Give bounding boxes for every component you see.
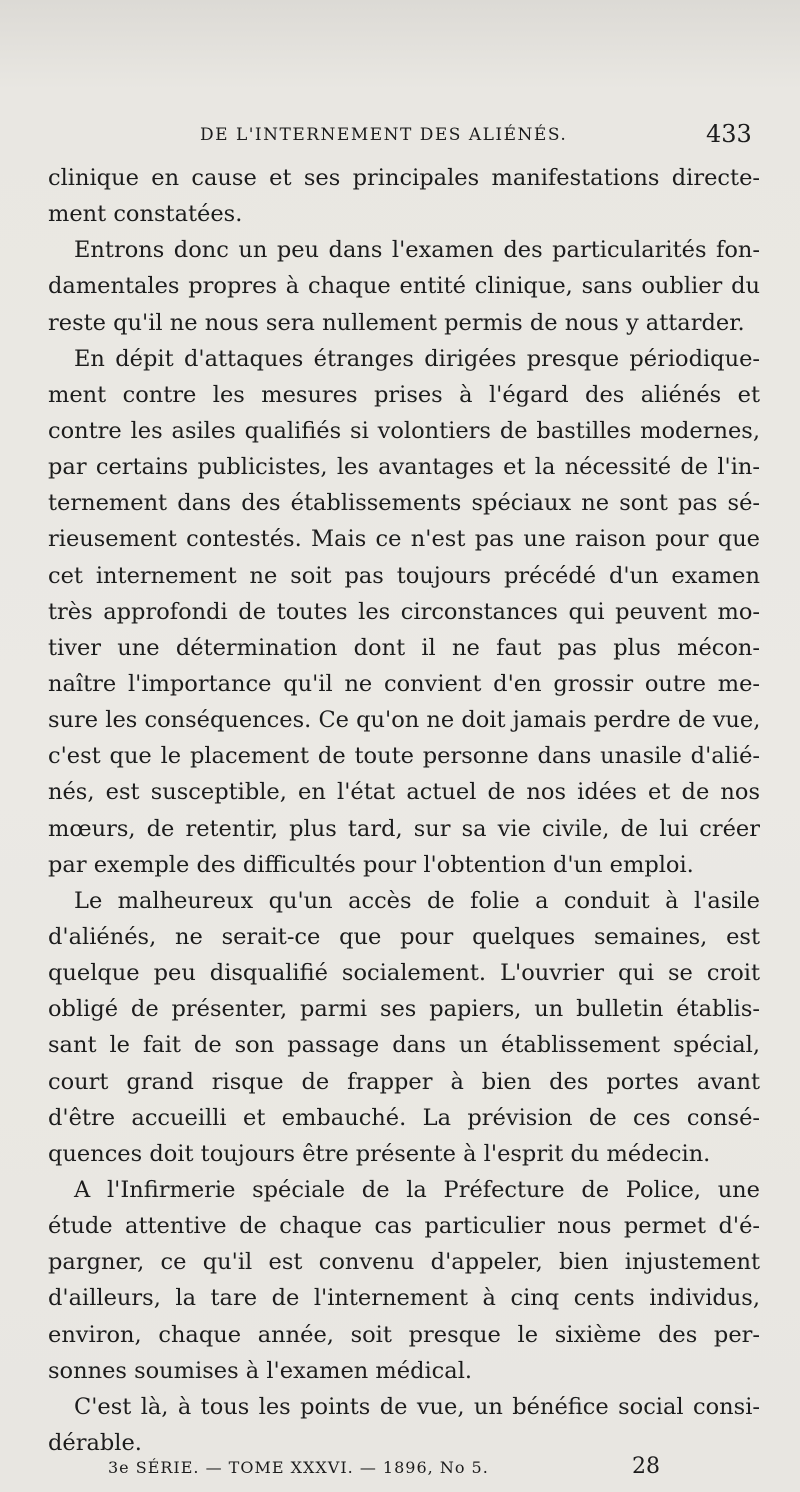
text-line: C'est là, à tous les points de vue, un bénéfice social consi-: [74, 1393, 760, 1420]
text-line: par exemple des difficultés pour l'obtention d'un emploi.: [48, 851, 694, 878]
text-line: environ, chaque année, soit presque le sixième des per-: [48, 1321, 760, 1348]
text-line: contre les asiles qualifiés si volontiers de bastilles modernes,: [48, 417, 760, 444]
body-text: [48, 160, 760, 1461]
series-line: 3e SÉRIE. — TOME XXXVI. — 1896, No 5.: [108, 1458, 489, 1477]
text-line: A l'Infirmerie spéciale de la Préfecture de Police, une: [74, 1176, 760, 1203]
text-line: mœurs, de retentir, plus tard, sur sa vie civile, de lui créer: [48, 815, 760, 842]
text-line: c'est que le placement de toute personne dans unasile d'alié-: [48, 743, 760, 770]
page-footer: [0, 1454, 800, 1490]
text-line: ment constatées.: [48, 201, 243, 228]
text-line: damentales propres à chaque entité clinique, sans oublier du: [48, 273, 760, 300]
text-line: par certains publicistes, les avantages et la nécessité de l'in-: [48, 454, 760, 481]
text-line: reste qu'il ne nous sera nullement permis de nous y attarder.: [48, 309, 745, 336]
text-line: très approfondi de toutes les circonstances qui peuvent mo-: [48, 598, 760, 625]
text-line: tiver une détermination dont il ne faut pas plus mécon-: [48, 634, 760, 661]
text-line: rieusement contestés. Mais ce n'est pas une raison pour que: [48, 526, 760, 553]
text-line: quelque peu disqualifié socialement. L'ouvrier qui se croit: [48, 960, 760, 987]
text-line: obligé de présenter, parmi ses papiers, un bulletin établis-: [48, 996, 760, 1023]
text-line: clinique en cause et ses principales manifestations directe-: [48, 165, 760, 191]
text-line: nés, est susceptible, en l'état actuel de nos idées et de nos: [48, 779, 760, 806]
text-line: Le malheureux qu'un accès de folie a conduit à l'asile: [74, 887, 760, 914]
text-line: Entrons donc un peu dans l'examen des particularités fon-: [74, 237, 760, 264]
text-line: quences doit toujours être présente à l'esprit du médecin.: [48, 1140, 711, 1167]
text-line: ternement dans des établissements spéciaux ne sont pas sé-: [48, 490, 760, 517]
page-number: 433: [706, 120, 752, 148]
running-title: DE L'INTERNEMENT DES ALIÉNÉS.: [200, 125, 568, 145]
text-line: ment contre les mesures prises à l'égard des aliénés et: [48, 381, 760, 408]
text-line: d'aliénés, ne serait-ce que pour quelques semaines, est: [48, 923, 760, 950]
text-line: d'ailleurs, la tare de l'internement à cinq cents individus,: [48, 1285, 760, 1312]
text-line: d'être accueilli et embauché. La prévision de ces consé-: [48, 1104, 760, 1131]
text-line: sonnes soumises à l'examen médical.: [48, 1357, 473, 1384]
text-line: dérable.: [48, 1429, 142, 1456]
text-line: sure les conséquences. Ce qu'on ne doit jamais perdre de vue,: [48, 707, 760, 734]
text-line: pargner, ce qu'il est convenu d'appeler, bien injustement: [48, 1249, 760, 1276]
text-line: court grand risque de frapper à bien des portes avant: [48, 1068, 760, 1095]
text-line: naître l'importance qu'il ne convient d'en grossir outre me-: [48, 670, 760, 697]
text-line: sant le fait de son passage dans un établissement spécial,: [48, 1032, 760, 1059]
text-line: cet internement ne soit pas toujours précédé d'un examen: [48, 562, 760, 589]
running-head: [0, 120, 800, 160]
text-line: étude attentive de chaque cas particulier nous permet d'é-: [48, 1213, 760, 1240]
text-line: En dépit d'attaques étranges dirigées presque périodique-: [74, 345, 760, 372]
signature-mark: 28: [632, 1454, 660, 1479]
